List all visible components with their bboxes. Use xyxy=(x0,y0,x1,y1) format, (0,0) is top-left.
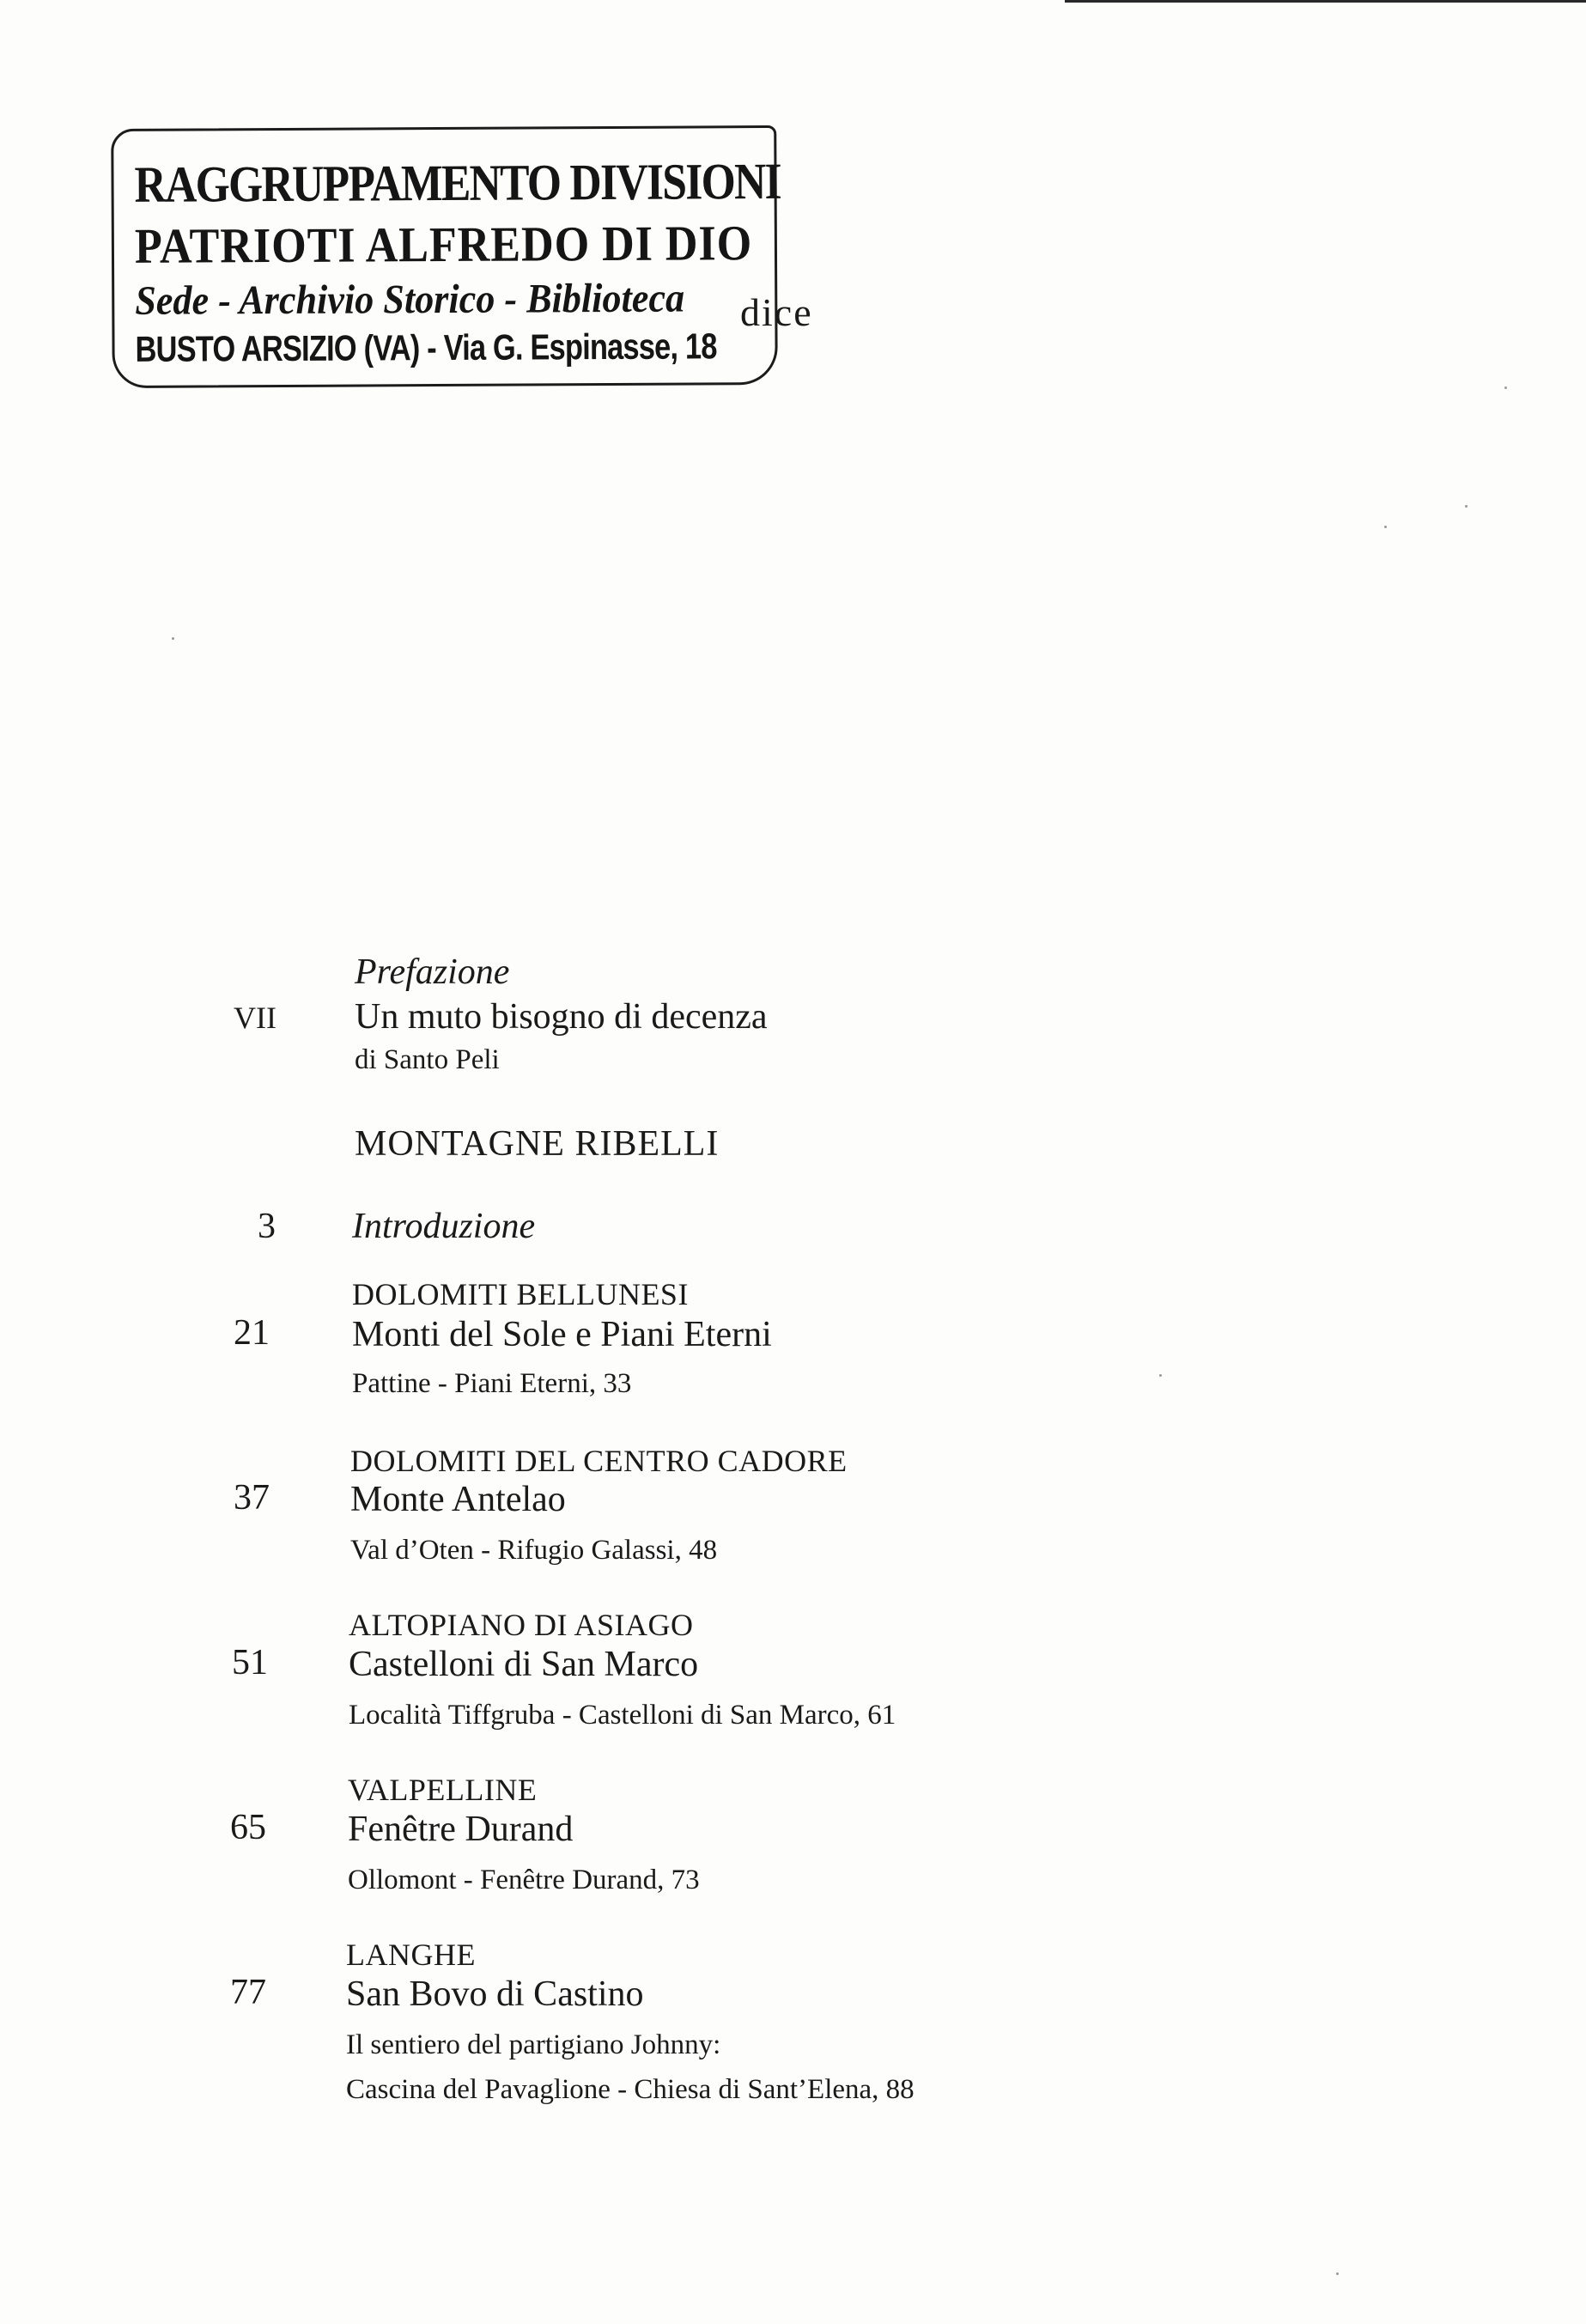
toc-entry-region: DOLOMITI DEL CENTRO CADORE xyxy=(350,1444,848,1478)
toc-introduzione-page: 3 xyxy=(258,1207,276,1246)
toc-entry-region: DOLOMITI BELLUNESI xyxy=(352,1277,689,1311)
scan-speck xyxy=(172,637,174,640)
stamp-line-organization: RAGGRUPPAMENTO DIVISIONI xyxy=(134,152,781,213)
scan-speck xyxy=(1504,386,1507,389)
toc-prefazione-author: di Santo Peli xyxy=(355,1044,500,1075)
toc-entry-title: Castelloni di San Marco xyxy=(349,1645,699,1684)
toc-prefazione-label: Prefazione xyxy=(355,952,510,992)
toc-part-title: MONTAGNE RIBELLI xyxy=(355,1124,720,1164)
toc-entry-title: Fenêtre Durand xyxy=(348,1810,574,1849)
toc-entry-title: Monti del Sole e Piani Eterni xyxy=(352,1315,772,1354)
toc-prefazione-title: Un muto bisogno di decenza xyxy=(355,997,768,1037)
toc-entry-route: Il sentiero del partigiano Johnny: xyxy=(346,2029,721,2060)
scan-speck xyxy=(1336,2272,1339,2275)
toc-entry-region: LANGHE xyxy=(346,1938,476,1972)
scan-speck xyxy=(1465,505,1468,508)
toc-prefazione-page: VII xyxy=(234,1001,276,1035)
toc-entry-region: VALPELLINE xyxy=(348,1773,538,1807)
toc-entry-route: Ollomont - Fenêtre Durand, 73 xyxy=(348,1865,700,1895)
scan-speck xyxy=(1159,1374,1162,1377)
toc-entry-page: 21 xyxy=(234,1313,270,1353)
toc-entry-page: 37 xyxy=(234,1478,270,1518)
stamp-line-archive: Sede - Archivio Storico - Biblioteca xyxy=(135,275,685,324)
toc-entry-page: 65 xyxy=(230,1808,266,1847)
stamp-line-patrioti: PATRIOTI ALFREDO DI DIO xyxy=(134,215,753,274)
toc-entry-page: 51 xyxy=(232,1643,268,1682)
toc-entry-route: Pattine - Piani Eterni, 33 xyxy=(352,1368,632,1399)
toc-entry-page: 77 xyxy=(230,1973,266,2012)
toc-entry-route: Località Tiffgruba - Castelloni di San Marco, 61 xyxy=(349,1700,896,1731)
archive-stamp xyxy=(111,125,781,388)
toc-entry-region: ALTOPIANO DI ASIAGO xyxy=(349,1608,694,1642)
stamp-line-address: BUSTO ARSIZIO (VA) - Via G. Espinasse, 18 xyxy=(135,325,717,369)
toc-entry-route: Val d’Oten - Rifugio Galassi, 48 xyxy=(350,1535,718,1566)
page-edge-rule xyxy=(1065,0,1586,3)
toc-entry-route-continued: Cascina del Pavaglione - Chiesa di Sant’Elena, 88 xyxy=(346,2074,915,2105)
toc-entry-title: Monte Antelao xyxy=(350,1480,566,1519)
scan-speck xyxy=(1384,526,1387,528)
page-heading: dice xyxy=(740,290,813,334)
toc-introduzione-title: Introduzione xyxy=(352,1207,536,1246)
toc-entry-title: San Bovo di Castino xyxy=(346,1974,644,2014)
